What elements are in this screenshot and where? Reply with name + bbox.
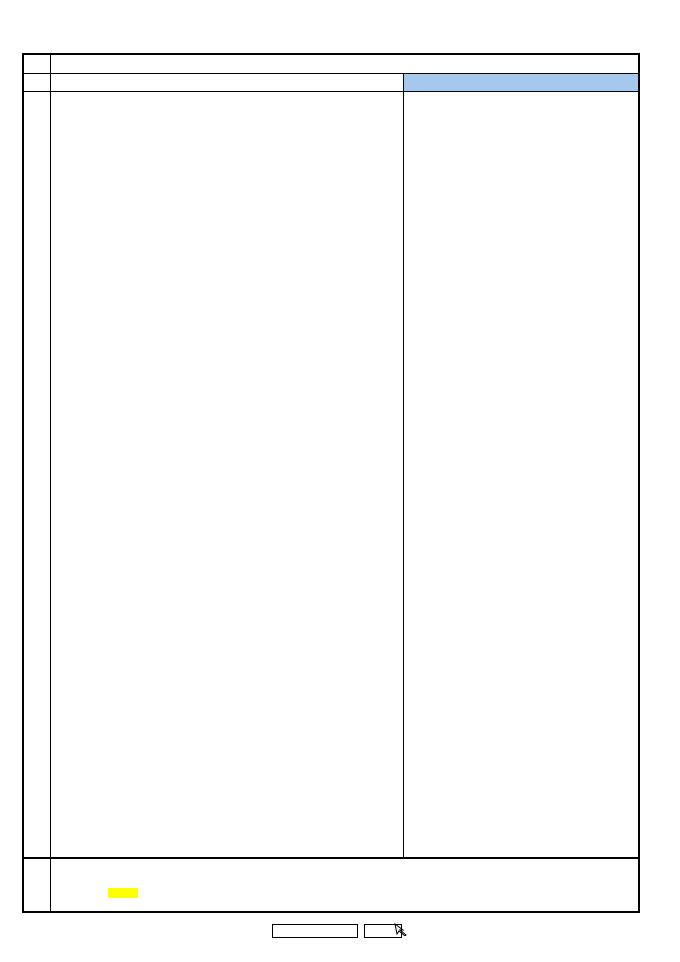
weekday-header (51, 74, 403, 91)
cursor-icon (394, 922, 408, 936)
time-label (22, 75, 50, 90)
day-column-divider (403, 73, 404, 857)
weekend-header (404, 74, 638, 92)
timetable-frame (22, 53, 640, 913)
legend-yellow-swatch (108, 888, 138, 898)
destination-label (22, 54, 50, 71)
divider-notes (22, 857, 640, 859)
search-input[interactable] (272, 924, 358, 938)
hour-column-divider (50, 53, 51, 913)
